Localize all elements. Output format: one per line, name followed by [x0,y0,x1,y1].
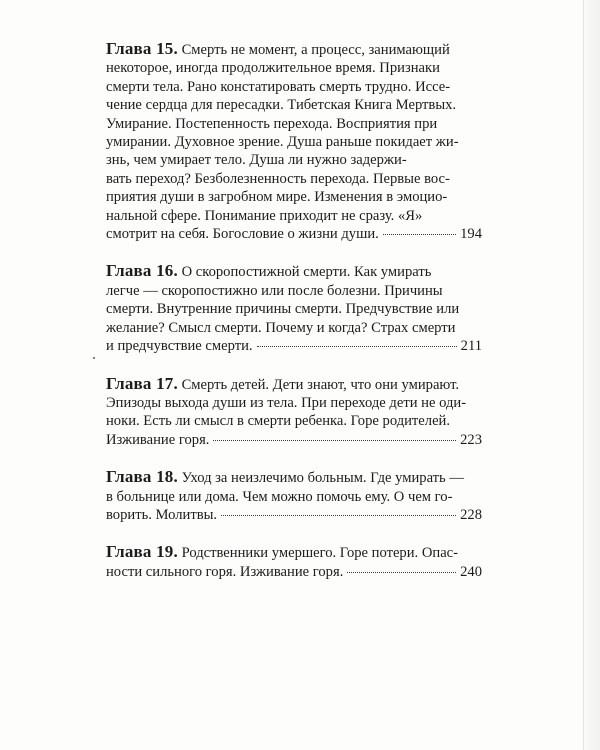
chapter-19-page-number: 240 [460,563,482,580]
chapter-15-page-number: 194 [460,226,482,243]
chapter-18-line-1 [106,468,482,487]
chapter-16-last-line [106,337,482,355]
chapter-17-last-text: Изживание горя. [106,431,210,448]
chapter-15-line-3: смерти тела. Рано констатировать смерть трудно. Иссе- [106,78,451,95]
chapter-16-heading: Глава 16. [106,261,178,281]
chapter-17-line-2: Эпизоды выхода души из тела. При переходе дети не оди- [106,394,467,411]
chapter-19-last-line [106,563,482,581]
chapter-19-heading: Глава 19. [106,542,178,562]
chapter-18-last-text: ворить. Молитвы. [106,506,218,523]
leader-dots [383,234,456,235]
chapter-15-line-8: вать переход? Безболезненность перехода. Первые вос- [106,170,450,187]
chapter-15-line-9: приятия души в загробном мире. Изменения в эмоцио- [106,189,448,206]
chapter-16-line-1 [106,262,482,281]
page-edge [583,0,600,750]
chapter-17-last-line [106,431,482,449]
chapter-19-line-1 [106,543,482,562]
chapter-18-last-line [106,506,482,524]
chapter-15-text-1: Смерть не момент, а процесс, занимающий [181,42,450,58]
chapter-15-line-2: некоторое, иногда продолжительное время. Признаки [106,60,440,77]
chapter-18-page-number: 228 [460,506,482,523]
stray-mark [93,357,95,359]
chapter-15-last-line [106,225,482,243]
chapter-15-line-10: нальной сфере. Понимание приходит не сразу. «Я» [106,207,423,224]
table-of-contents [106,40,482,600]
chapter-18-line-2: в больнице или дома. Чем можно помочь ему. О чем го- [106,488,453,505]
chapter-15-last-text: смотрит на себя. Богословие о жизни души. [106,226,379,243]
chapter-19-text-1: Родственники умершего. Горе потери. Опас- [181,545,459,562]
chapter-16-page-number: 211 [460,338,482,355]
toc-entry-chapter-19 [106,543,482,581]
leader-dots [213,440,456,441]
chapter-18-heading: Глава 18. [106,467,178,487]
leader-dots [221,515,456,516]
chapter-15-line-1 [106,40,482,59]
chapter-15-line-6: умирании. Духовное зрение. Душа раньше покидает жи- [106,134,459,151]
leader-dots [257,346,457,347]
toc-entry-chapter-15 [106,40,482,243]
chapter-17-heading: Глава 17. [106,373,178,393]
chapter-17-line-3: ноки. Есть ли смысл в смерти ребенка. Горе родителей. [106,413,451,430]
toc-entry-chapter-17 [106,375,482,450]
chapter-16-last-text: и предчувствие смерти. [106,338,253,355]
chapter-15-line-7: знь, чем умирает тело. Душа ли нужно задержи- [106,152,407,169]
chapter-15-line-4: чение сердца для пересадки. Тибетская Книга Мертвых. [106,97,457,114]
chapter-18-text-1: Уход за неизлечимо больным. Где умирать — [181,470,464,487]
chapter-17-line-1 [106,375,482,394]
leader-dots [347,572,456,573]
chapter-17-page-number: 223 [460,431,482,448]
toc-entry-chapter-16 [106,262,482,355]
chapter-19-last-text: ности сильного горя. Изживание горя. [106,563,344,580]
chapter-17-text-1: Смерть детей. Дети знают, что они умирают. [181,376,460,393]
chapter-15-heading: Глава 15. [106,39,178,58]
chapter-15-line-5: Умирание. Постепенность перехода. Восприятия при [106,115,438,132]
chapter-16-line-4: желание? Смысл смерти. Почему и когда? Страх смерти [106,319,456,336]
toc-entry-chapter-18 [106,468,482,524]
chapter-16-text-1: О скоропостижной смерти. Как умирать [181,264,432,281]
chapter-16-line-2: легче — скоропостижно или после болезни. Причины [106,282,443,299]
chapter-16-line-3: смерти. Внутренние причины смерти. Предчувствие или [106,301,460,318]
